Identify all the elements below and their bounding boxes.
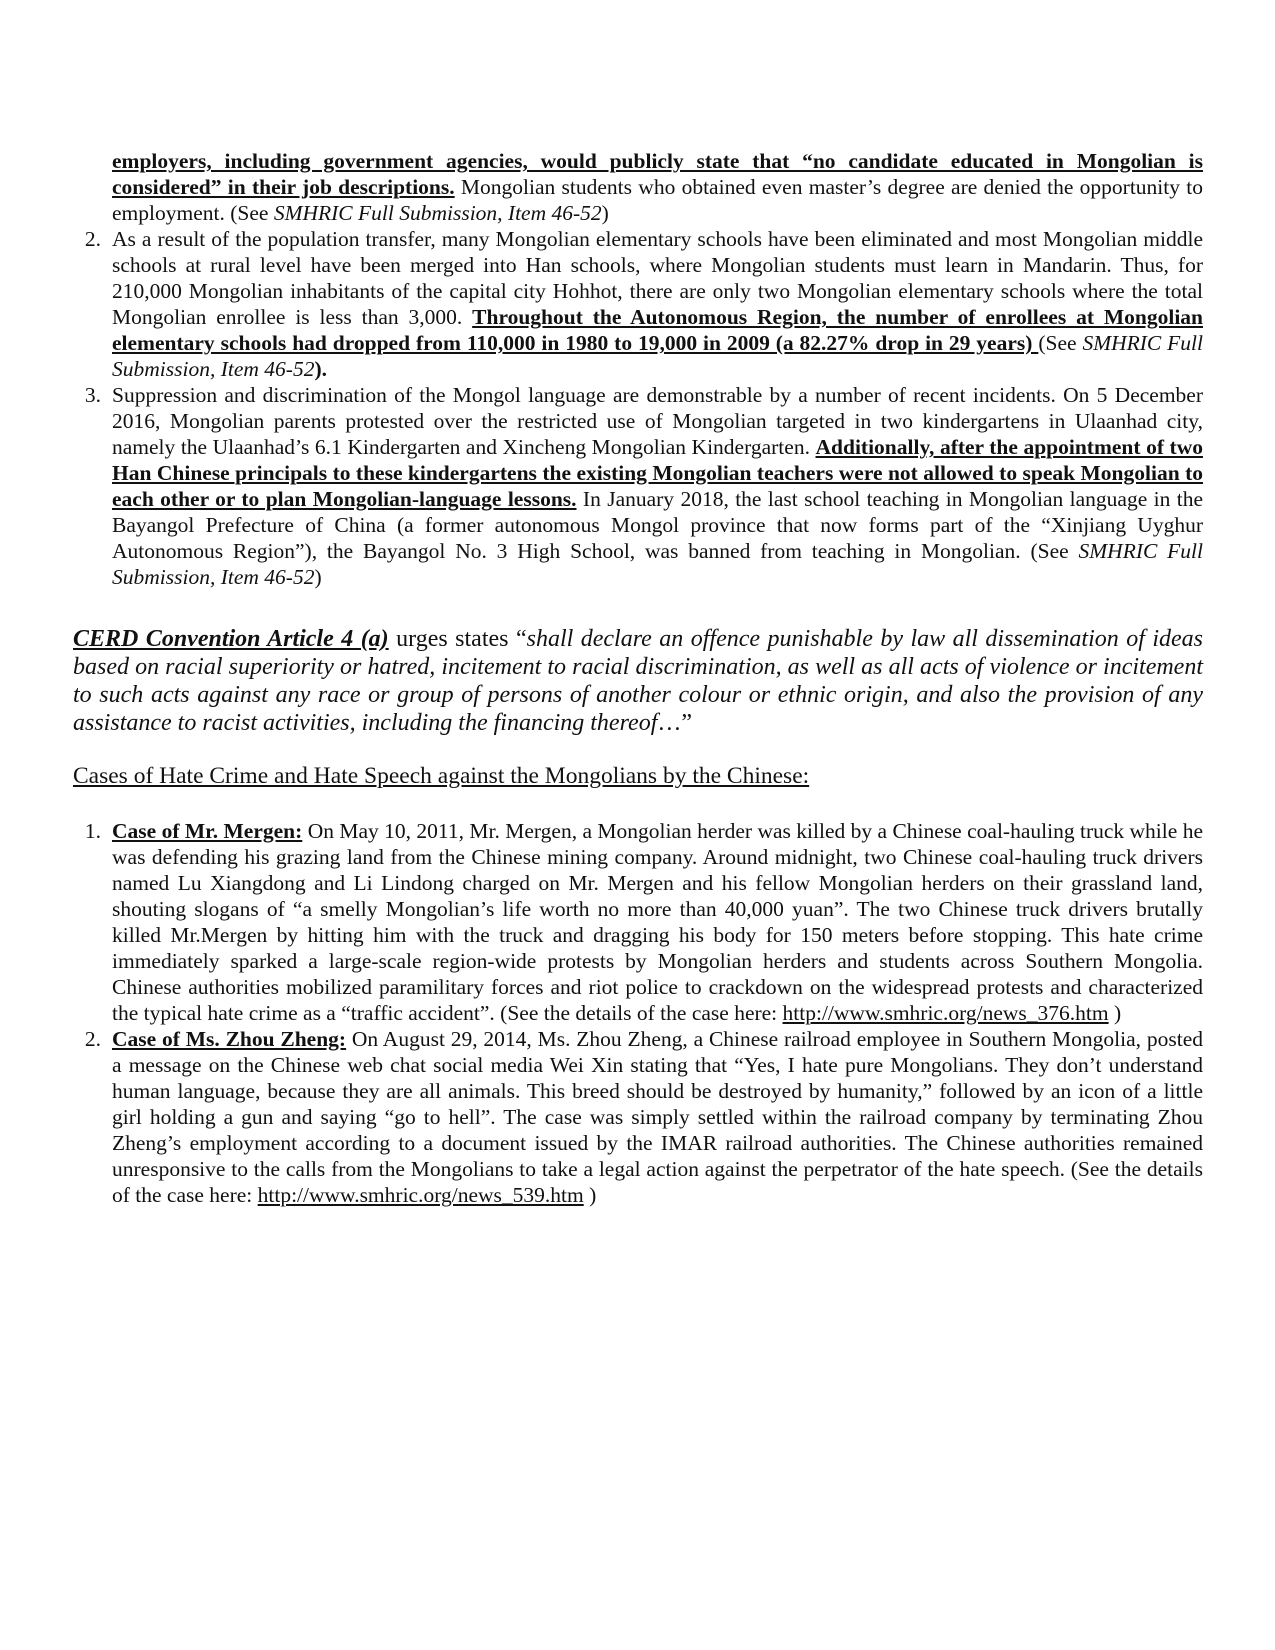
emphasis-text: employers, including government agencies, would publicly state that “no candidate educated in Mongolian is considered” in their job descriptions. [112,149,1203,199]
list-item [73,382,1203,590]
item-text: Suppression and discrimination of the Mongol language are demonstrable by a number of recent incidents. On 5 December 2016, Mongolian parents protested over the restricted use of Mongolian targeted in two kindergartens in Ulaanhad city, namely the Ulaanhad’s 6.1 Kindergarten and Xincheng Mongolian Kindergarten. [112,383,1203,459]
list-item [73,148,1203,226]
emphasis-text: Throughout the Autonomous Region, the number of enrollees at Mongolian elementary schools had dropped from 110,000 in 1980 to 19,000 in 2009 (a 82.27% drop in 29 years) [112,305,1203,355]
citation-prefix: (See [1038,331,1083,355]
intro-list [73,148,1203,590]
item-text: As a result of the population transfer, many Mongolian elementary schools have been eliminated and most Mongolian middle schools at rural level have been merged into Han schools, where Mongolian students must learn in Mandarin. Thus, for 210,000 Mongolian inhabitants of the capital city Hohhot, there are only two Mongolian elementary schools where the total Mongolian enrollee is less than 3,000. [112,227,1203,329]
case-text: On August 29, 2014, Ms. Zhou Zheng, a Chinese railroad employee in Southern Mongolia, posted a message on the Chinese web chat social media Wei Xin stating that “Yes, I hate pure Mongolians. They don’t understand human language, because they are all animals. This breed should be destroyed by humanity,” followed by an icon of a little girl holding a gun and saying “go to hell”. The case was simply settled within the railroad company by terminating Zhou Zheng’s employment according to a document issued by the IMAR railroad authorities. The Chinese authorities remained unresponsive to the calls from the Mongolians to take a legal action against the perpetrator of the hate speech. (See the details of the case here: [112,1027,1203,1207]
article-quote: shall declare an offence punishable by law all dissemination of ideas based on racial superiority or hatred, incitement to racial discrimination, as well as all acts of violence or incitement to such acts against any race or group of persons of another colour or ethnic origin, and also the provision of any assistance to racist activities, including the financing thereof [73,626,1203,736]
section-heading: Cases of Hate Crime and Hate Speech against the Mongolians by the Chinese: [73,763,810,789]
case-link[interactable]: http://www.smhric.org/news_539.htm [257,1183,584,1207]
citation: SMHRIC Full Submission, Item 46-52 [112,331,1203,381]
case-title: Case of Mr. Mergen: [112,819,303,843]
citation: SMHRIC Full Submission, Item 46-52 [273,201,602,225]
case-tail: ) [583,1183,597,1207]
item-text-continued: In January 2018, the last school teaching in Mongolian language in the Bayangol Prefecture of China (a former autonomous Mongol province that now forms part of the “Xinjiang Uyghur Autonomous Region”), the Bayangol No. 3 High School, was banned from teaching in Mongolian. (See [112,487,1203,563]
case-title: Case of Ms. Zhou Zheng: [112,1027,347,1051]
list-item [73,818,1203,1026]
case-tail: ) [1108,1001,1122,1025]
item-number: 2. [84,1027,101,1051]
item-tail: ) [601,201,609,225]
item-tail: ). [314,357,327,381]
citation: SMHRIC Full Submission, Item 46-52 [112,539,1203,589]
item-text: Mongolian students who obtained even master’s degree are denied the opportunity to employment. (See [112,175,1203,225]
item-tail: ) [314,565,322,589]
article-heading: CERD Convention Article 4 (a) [73,626,389,652]
article-end: …” [657,710,693,736]
list-item [73,1026,1203,1208]
item-number: 3. [84,383,101,407]
case-link[interactable]: http://www.smhric.org/news_376.htm [782,1001,1109,1025]
item-number: 2. [84,227,101,251]
list-item [73,226,1203,382]
article-paragraph [73,625,1203,737]
case-text: On May 10, 2011, Mr. Mergen, a Mongolian herder was killed by a Chinese coal-hauling truck while he was defending his grazing land from the Chinese mining company. Around midnight, two Chinese coal-hauling truck drivers named Lu Xiangdong and Li Lindong charged on Mr. Mergen and his fellow Mongolian herders on their grassland land, shouting slogans of “a smelly Mongolian’s life worth no more than 40,000 yuan”. The two Chinese truck drivers brutally killed Mr.Mergen by hitting him with the truck and dragging his body for 150 meters before stopping. This hate crime immediately sparked a large-scale region-wide protests by Mongolian herders and students across Southern Mongolia. Chinese authorities mobilized paramilitary forces and riot police to crackdown on the widespread protests and characterized the typical hate crime as a “traffic accident”. (See the details of the case here: [112,819,1203,1025]
cases-list [73,818,1203,1208]
emphasis-text: Additionally, after the appointment of two Han Chinese principals to these kindergartens the existing Mongolian teachers were not allowed to speak Mongolian to each other or to plan Mongolian-language lessons. [112,435,1203,511]
item-number: 1. [84,819,101,843]
article-lead: urges states “ [388,626,527,652]
